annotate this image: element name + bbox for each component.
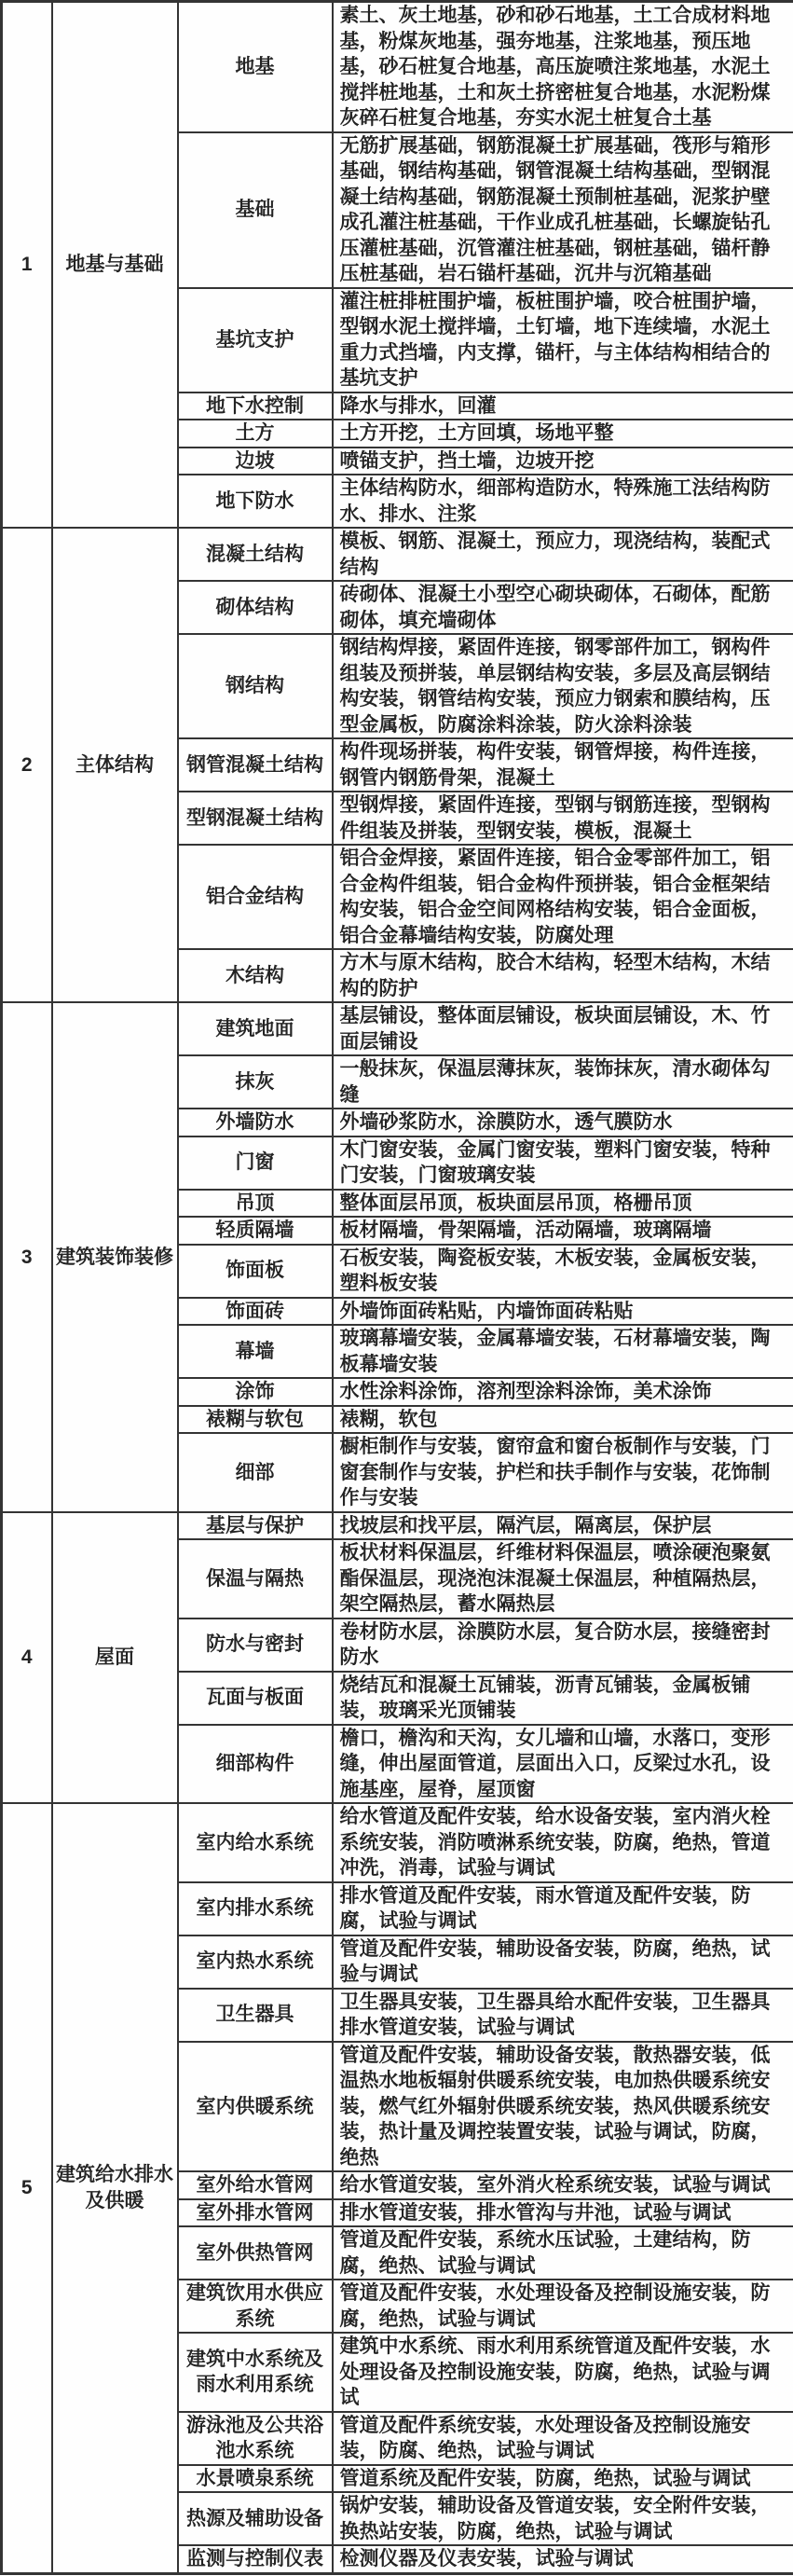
subcategory-cell: 土方 bbox=[178, 420, 333, 448]
content-cell: 烧结瓦和混凝土瓦铺装，沥青瓦铺装，金属板铺装，玻璃采光顶铺装 bbox=[333, 1672, 793, 1725]
subcategory-cell: 裱糊与软包 bbox=[178, 1406, 333, 1434]
subcategory-cell: 铝合金结构 bbox=[178, 845, 333, 949]
content-cell: 管道及配件系统安装，水处理设备及控制设施安装，防腐、绝热，试验与调试 bbox=[333, 2412, 793, 2465]
subcategory-cell: 细部 bbox=[178, 1433, 333, 1512]
content-cell: 排水管道安装，排水管沟与井池，试验与调试 bbox=[333, 2199, 793, 2227]
section-number-cell: 2 bbox=[2, 528, 52, 1002]
content-cell: 主体结构防水，细部构造防水，特殊施工法结构防水、排水、注浆 bbox=[333, 475, 793, 528]
content-cell: 管道及配件安装，辅助设备安装，防腐，绝热，试验与调试 bbox=[333, 1935, 793, 1989]
section-number-cell: 1 bbox=[2, 2, 52, 529]
subcategory-cell: 涂饰 bbox=[178, 1378, 333, 1406]
content-cell: 管道及配件安装，辅助设备安装，散热器安装，低温热水地板辐射供暖系统安装，电加热供暖系统安装，燃气红外辐射供暖系统安装，热风供暖系统安装，热计量及调控装置安装，试验与调试，防腐，绝热 bbox=[333, 2042, 793, 2172]
category-cell: 建筑装饰装修 bbox=[52, 1002, 178, 1512]
content-cell: 检测仪器及仪表安装，试验与调试 bbox=[333, 2545, 793, 2573]
subcategory-cell: 保温与隔热 bbox=[178, 1539, 333, 1619]
subcategory-cell: 轻质隔墙 bbox=[178, 1217, 333, 1245]
category-cell: 主体结构 bbox=[52, 528, 178, 1002]
subcategory-cell: 水景喷泉系统 bbox=[178, 2465, 333, 2493]
content-cell: 模板、钢筋、混凝土，预应力，现浇结构，装配式结构 bbox=[333, 528, 793, 581]
content-cell: 型钢焊接，紧固件连接，型钢与钢筋连接，型钢构件组装及拼装，型钢安装，模板，混凝土 bbox=[333, 792, 793, 845]
content-cell: 板材隔墙，骨架隔墙，活动隔墙，玻璃隔墙 bbox=[333, 1217, 793, 1245]
subcategory-cell: 室外给水管网 bbox=[178, 2171, 333, 2199]
subcategory-cell: 地基 bbox=[178, 2, 333, 132]
subcategory-cell: 热源及辅助设备 bbox=[178, 2492, 333, 2545]
content-cell: 裱糊，软包 bbox=[333, 1406, 793, 1434]
content-cell: 找坡层和找平层，隔汽层，隔离层，保护层 bbox=[333, 1512, 793, 1540]
content-cell: 卫生器具安装，卫生器具给水配件安装，卫生器具排水管道安装，试验与调试 bbox=[333, 1989, 793, 2042]
content-cell: 一般抹灰，保温层薄抹灰，装饰抹灰，清水砌体勾缝 bbox=[333, 1055, 793, 1109]
subcategory-cell: 门窗 bbox=[178, 1136, 333, 1190]
subcategory-cell: 防水与密封 bbox=[178, 1619, 333, 1672]
subcategory-cell: 幕墙 bbox=[178, 1325, 333, 1378]
subcategory-cell: 室内排水系统 bbox=[178, 1882, 333, 1935]
section-number-cell: 4 bbox=[2, 1512, 52, 1804]
content-cell: 管道及配件安装，系统水压试验，土建结构，防腐，绝热、试验与调试 bbox=[333, 2226, 793, 2280]
content-cell: 水性涂料涂饰，溶剂型涂料涂饰，美术涂饰 bbox=[333, 1378, 793, 1406]
subcategory-cell: 基坑支护 bbox=[178, 288, 333, 393]
content-cell: 管道系统及配件安装，防腐，绝热，试验与调试 bbox=[333, 2465, 793, 2493]
content-cell: 外墙砂浆防水，涂膜防水，透气膜防水 bbox=[333, 1109, 793, 1136]
table-row bbox=[2, 1002, 793, 1055]
subcategory-cell: 建筑地面 bbox=[178, 1002, 333, 1055]
subcategory-cell: 室内给水系统 bbox=[178, 1803, 333, 1882]
content-cell: 石板安装，陶瓷板安装，木板安装，金属板安装，塑料板安装 bbox=[333, 1245, 793, 1298]
subcategory-cell: 木结构 bbox=[178, 949, 333, 1002]
subcategory-cell: 饰面板 bbox=[178, 1245, 333, 1298]
section-number-cell: 3 bbox=[2, 1002, 52, 1512]
subcategory-cell: 钢管混凝土结构 bbox=[178, 738, 333, 792]
content-cell: 檐口，檐沟和天沟，女儿墙和山墙，水落口，变形缝，伸出屋面管道，层面出入口，反梁过水孔，设施基座，屋脊，屋顶窗 bbox=[333, 1725, 793, 1804]
subcategory-cell: 砌体结构 bbox=[178, 581, 333, 634]
content-cell: 板状材料保温层，纤维材料保温层，喷涂硬泡聚氨酯保温层，现浇泡沫混凝土保温层，种植隔热层，架空隔热层，蓄水隔热层 bbox=[333, 1539, 793, 1619]
subcategory-cell: 建筑中水系统及雨水利用系统 bbox=[178, 2333, 333, 2412]
subcategory-cell: 型钢混凝土结构 bbox=[178, 792, 333, 845]
subcategory-cell: 基础 bbox=[178, 132, 333, 288]
content-cell: 土方开挖，土方回填，场地平整 bbox=[333, 420, 793, 448]
subcategory-cell: 饰面砖 bbox=[178, 1298, 333, 1326]
subcategory-cell: 瓦面与板面 bbox=[178, 1672, 333, 1725]
subcategory-cell: 吊顶 bbox=[178, 1190, 333, 1218]
content-cell: 喷锚支护，挡土墙，边坡开挖 bbox=[333, 448, 793, 475]
content-cell: 构件现场拼装，构件安装，钢管焊接，构件连接，钢管内钢筋骨架，混凝土 bbox=[333, 738, 793, 792]
table-body bbox=[2, 2, 793, 2574]
content-cell: 卷材防水层，涂膜防水层，复合防水层，接缝密封防水 bbox=[333, 1619, 793, 1672]
content-cell: 无筋扩展基础，钢筋混凝土扩展基础，筏形与箱形基础，钢结构基础，钢管混凝土结构基础，型钢混凝土结构基础，钢筋混凝土预制桩基础，泥浆护壁成孔灌注桩基础，干作业成孔桩基础，长螺旋钻孔压灌桩基础，沉管灌注桩基础，钢桩基础，锚杆静压桩基础，岩石锚杆基础，沉井与沉箱基础 bbox=[333, 132, 793, 288]
subcategory-cell: 混凝土结构 bbox=[178, 528, 333, 581]
content-cell: 方木与原木结构，胶合木结构，轻型木结构，木结构的防护 bbox=[333, 949, 793, 1002]
content-cell: 给水管道安装，室外消火栓系统安装，试验与调试 bbox=[333, 2171, 793, 2199]
content-cell: 钢结构焊接，紧固件连接，钢零部件加工，钢构件组装及预拼装，单层钢结构安装，多层及高层钢结构安装，钢管结构安装，预应力钢索和膜结构，压型金属板，防腐涂料涂装，防火涂料涂装 bbox=[333, 634, 793, 738]
content-cell: 建筑中水系统、雨水利用系统管道及配件安装，水处理设备及控制设施安装，防腐，绝热，试验与调试 bbox=[333, 2333, 793, 2412]
content-cell: 铝合金焊接，紧固件连接，铝合金零部件加工，铝合金构件组装，铝合金构件预拼装，铝合金框架结构安装，铝合金空间网格结构安装，铝合金面板，铝合金幕墙结构安装，防腐处理 bbox=[333, 845, 793, 949]
content-cell: 锅炉安装，辅助设备及管道安装，安全附件安装，换热站安装，防腐，绝热，试验与调试 bbox=[333, 2492, 793, 2545]
content-cell: 降水与排水，回灌 bbox=[333, 393, 793, 420]
content-cell: 整体面层吊顶，板块面层吊顶，格栅吊顶 bbox=[333, 1190, 793, 1218]
subcategory-cell: 细部构件 bbox=[178, 1725, 333, 1804]
section-number-cell: 5 bbox=[2, 1803, 52, 2573]
category-cell: 地基与基础 bbox=[52, 2, 178, 529]
subcategory-cell: 卫生器具 bbox=[178, 1989, 333, 2042]
table-row bbox=[2, 2, 793, 132]
content-cell: 外墙饰面砖粘贴，内墙饰面砖粘贴 bbox=[333, 1298, 793, 1326]
subcategory-cell: 室外排水管网 bbox=[178, 2199, 333, 2227]
content-cell: 木门窗安装，金属门窗安装，塑料门窗安装，特种门安装，门窗玻璃安装 bbox=[333, 1136, 793, 1190]
subcategory-cell: 室内供暖系统 bbox=[178, 2042, 333, 2172]
subcategory-cell: 钢结构 bbox=[178, 634, 333, 738]
table-row bbox=[2, 1512, 793, 1540]
category-cell: 建筑给水排水及供暖 bbox=[52, 1803, 178, 2573]
subcategory-cell: 抹灰 bbox=[178, 1055, 333, 1109]
subcategory-cell: 基层与保护 bbox=[178, 1512, 333, 1540]
content-cell: 给水管道及配件安装，给水设备安装，室内消火栓系统安装，消防喷淋系统安装，防腐，绝热，管道冲洗，消毒，试验与调试 bbox=[333, 1803, 793, 1882]
subcategory-cell: 室内热水系统 bbox=[178, 1935, 333, 1989]
subcategory-cell: 建筑饮用水供应系统 bbox=[178, 2280, 333, 2333]
subcategory-cell: 室外供热管网 bbox=[178, 2226, 333, 2280]
subcategory-cell: 地下防水 bbox=[178, 475, 333, 528]
content-cell: 基层铺设，整体面层铺设，板块面层铺设，木、竹面层铺设 bbox=[333, 1002, 793, 1055]
subcategory-cell: 监测与控制仪表 bbox=[178, 2545, 333, 2573]
content-cell: 素土、灰土地基，砂和砂石地基，土工合成材料地基，粉煤灰地基，强夯地基，注浆地基，预压地基，砂石桩复合地基，高压旋喷注浆地基，水泥土搅拌桩地基，土和灰土挤密桩复合地基，水泥粉煤灰碎石桩复合地基，夯实水泥土桩复合土基 bbox=[333, 2, 793, 132]
content-cell: 砖砌体、混凝土小型空心砌块砌体，石砌体，配筋砌体，填充墙砌体 bbox=[333, 581, 793, 634]
content-cell: 排水管道及配件安装，雨水管道及配件安装，防腐，试验与调试 bbox=[333, 1882, 793, 1935]
subcategory-cell: 边坡 bbox=[178, 448, 333, 475]
content-cell: 管道及配件安装，水处理设备及控制设施安装，防腐，绝热，试验与调试 bbox=[333, 2280, 793, 2333]
category-cell: 屋面 bbox=[52, 1512, 178, 1804]
subcategory-cell: 地下水控制 bbox=[178, 393, 333, 420]
content-cell: 玻璃幕墙安装，金属幕墙安装，石材幕墙安装，陶板幕墙安装 bbox=[333, 1325, 793, 1378]
table-row bbox=[2, 1803, 793, 1882]
subcategory-cell: 游泳池及公共浴池水系统 bbox=[178, 2412, 333, 2465]
content-cell: 灌注桩排桩围护墙，板桩围护墙，咬合桩围护墙，型钢水泥土搅拌墙，土钉墙，地下连续墙，水泥土重力式挡墙，内支撑，锚杆，与主体结构相结合的基坑支护 bbox=[333, 288, 793, 393]
table-row bbox=[2, 528, 793, 581]
content-cell: 橱柜制作与安装，窗帘盒和窗台板制作与安装，门窗套制作与安装，护栏和扶手制作与安装，花饰制作与安装 bbox=[333, 1433, 793, 1512]
subcategory-cell: 外墙防水 bbox=[178, 1109, 333, 1136]
